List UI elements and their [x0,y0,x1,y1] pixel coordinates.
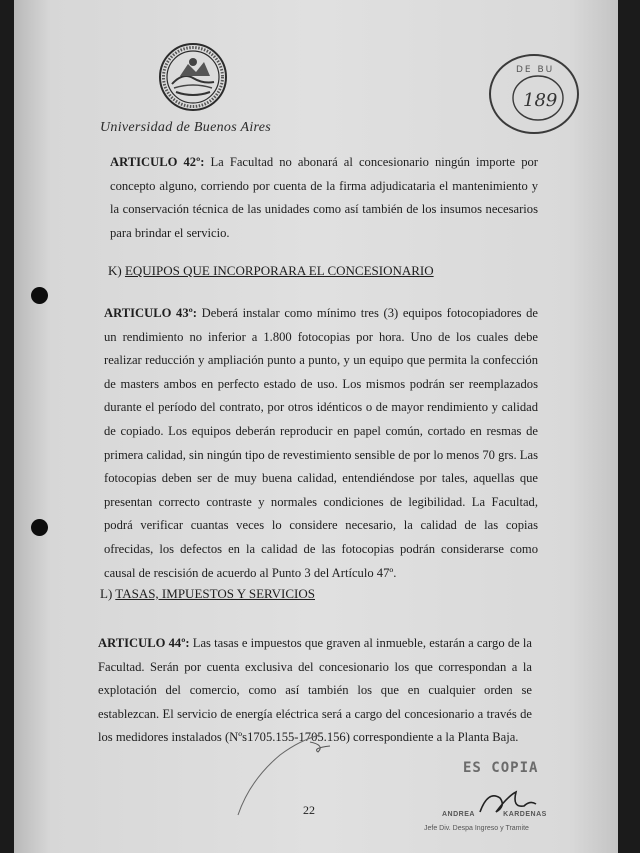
signer-surname: KARDENAS [503,811,547,818]
article-43 [104,302,538,585]
stamp-ring-text: DE BU [516,65,555,75]
article-44 [98,632,532,750]
section-l-letter: L) [100,586,113,601]
article-42 [110,151,538,245]
punch-hole-top [31,287,48,304]
page-number: 22 [303,803,315,817]
folio-stamp-icon [486,52,582,136]
document-page [14,0,618,853]
section-l-title: TASAS, IMPUESTOS Y SERVICIOS [115,586,315,601]
article-42-text: La Facultad no abonará al concesionario ningún importe por concepto alguno, corriendo por cuenta de la firma adjudicataria el mantenimiento y la conservación técnica de las unidades como así también de los insumos necesarios para brindar el servicio. [110,155,538,240]
es-copia-stamp: ES COPIA [463,760,539,776]
section-k-title: EQUIPOS QUE INCORPORARA EL CONCESIONARIO [124,263,434,278]
section-k-letter: K) [108,263,122,278]
university-seal-icon [158,42,228,112]
punch-hole-bottom [31,519,48,536]
signer-name-line [442,811,547,818]
university-name: Universidad de Buenos Aires [100,120,272,135]
article-42-label: ARTICULO 42º: [110,155,205,169]
article-43-text: Deberá instalar como mínimo tres (3) equipos fotocopiadores de un rendimiento no inferior a 1.800 fotocopias por hora. Uno de los cuales debe realizar reducción y ampliación punto a punto, y un equipo que permita la confección de masters ambos en perfecto estado de uso. Los mismos podrán ser reemplazados durante el período del contrato, por otros idénticos o de mayor rendimiento y calidad de copiado. Los equipos deberán reproducir en papel común, cortado en resmas de primera calidad, sin ningún tipo de revestimiento sensible de por lo menos 70 grs. Las fotocopias deben ser de muy buena calidad, entendiéndose por tales, aquellas que presentan correcto contraste y normales condiciones de legibilidad. La Facultad, podrá verificar cuantas veces lo considere necesario, la calidad de las copias ofrecidas, los defectos en la calidad de las fotocopias podrán considerarse como causal de rescisión de acuerdo al Punto 3 del Artículo 47º. [104,306,538,580]
stamp-folio-number: 189 [523,90,558,111]
article-44-text: Las tasas e impuestos que graven al inmueble, estarán a cargo de la Facultad. Serán por cuenta exclusiva del concesionario los que correspondan a la explotación del comercio, como así también los que en cualquier orden se establezcan. El servicio de energía eléctrica será a cargo del concesionario a través de los medidores instalados (Nºs1705.155-1705.156) correspondiente a la Planta Baja. [98,636,532,745]
signer-name: ANDREA [442,811,475,818]
article-44-label: ARTICULO 44º: [98,636,190,650]
section-k-heading [108,263,434,279]
article-43-label: ARTICULO 43º: [104,306,198,320]
section-l-heading [100,586,315,602]
signer-role: Jefe Div. Despa Ingreso y Tramite [424,825,529,832]
